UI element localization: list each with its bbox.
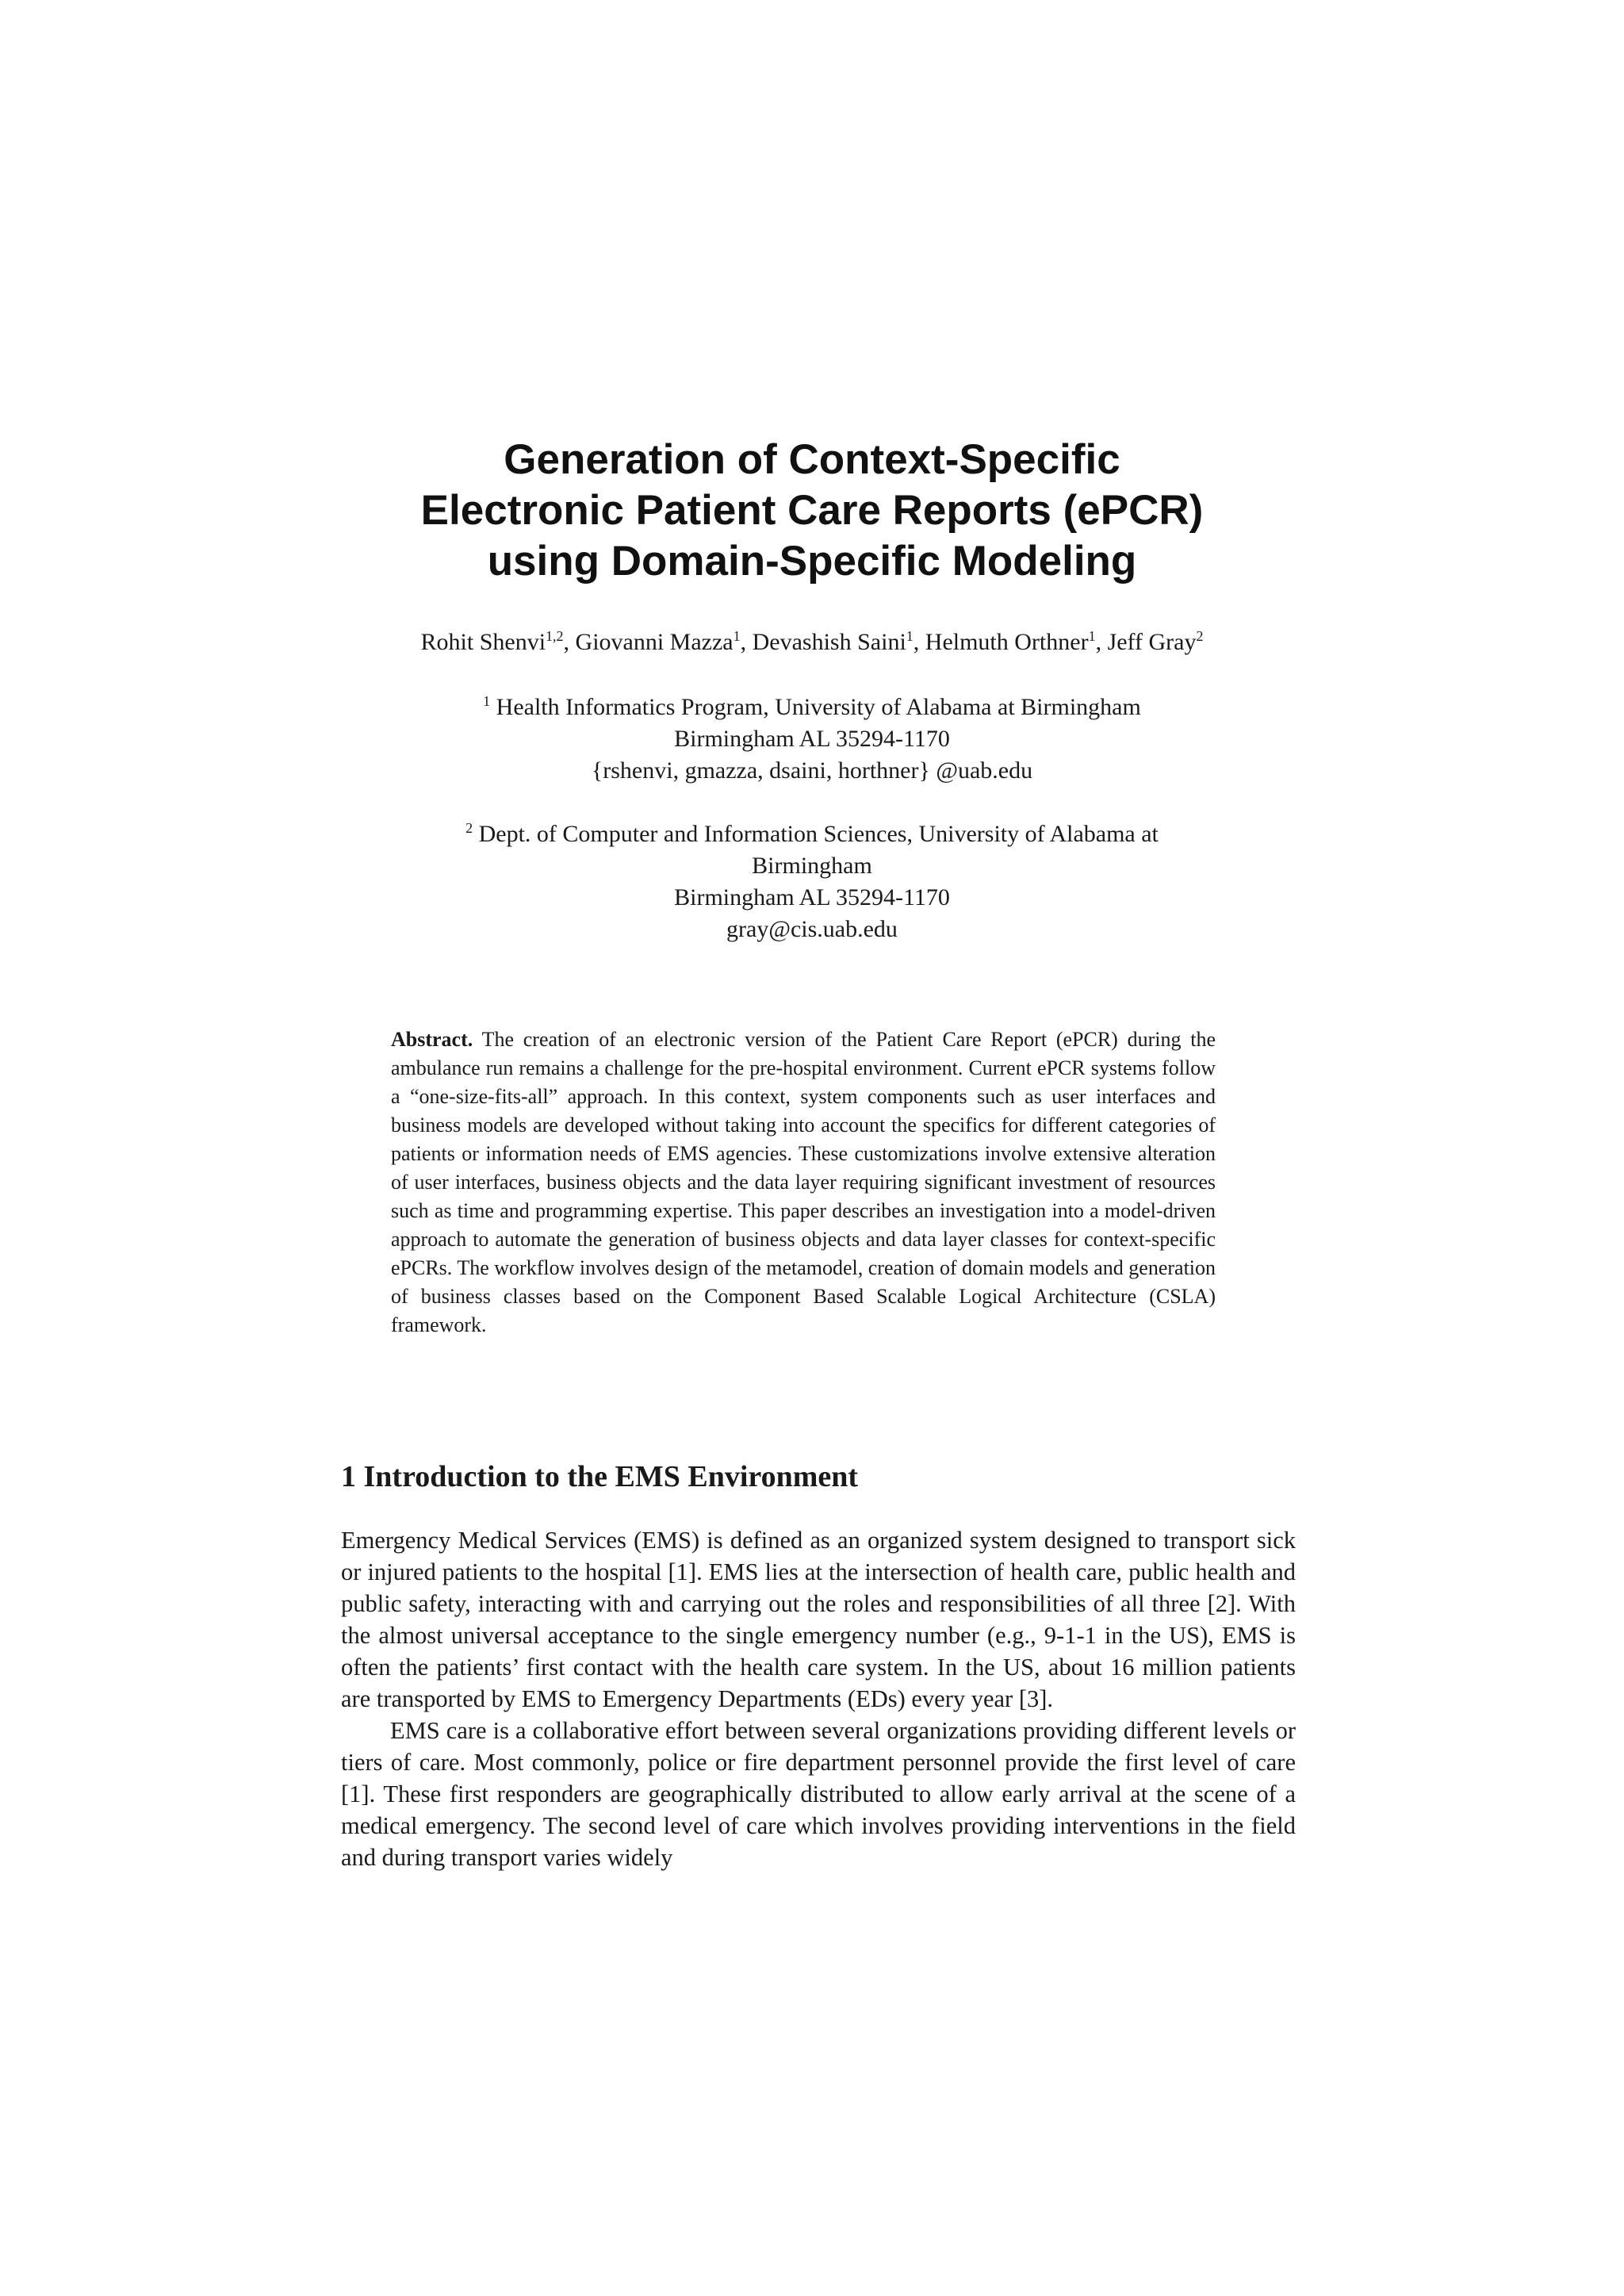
title-line-2: Electronic Patient Care Reports (ePCR) — [420, 487, 1204, 534]
title-line-1: Generation of Context-Specific — [504, 436, 1120, 483]
affiliation-2 — [0, 818, 1624, 945]
affiliation-line: Health Informatics Program, University of Alabama at Birmingham — [496, 694, 1141, 720]
author-affiliation-mark: 1 — [906, 628, 914, 644]
paper-title — [0, 435, 1624, 587]
author-name: Giovanni Mazza — [575, 629, 733, 655]
section-body — [341, 1524, 1296, 1873]
affiliation-line: Birmingham AL 35294-1170 — [674, 884, 950, 910]
section-title: Introduction to the EMS Environment — [363, 1460, 859, 1493]
title-line-3: using Domain-Specific Modeling — [487, 538, 1137, 585]
author-list: Rohit Shenvi$^{1,2}$, Giovanni Mazza$^1$, Devashish Saini$^1$, Helmuth Orthner$^1$, Jeff Gray$^2$ — [420, 628, 1204, 655]
author-affiliation-mark: 1 — [1088, 628, 1096, 644]
body-paragraph: EMS care is a collaborative effort between several organizations providing different levels or tiers of care. Most commonly, police or fire department personnel provide the first level of care [1]. These first responders are geographically distributed to allow early arrival at the scene of a medical emergency. The second level of care which involves providing interventions in the field and during transport varies widely — [341, 1717, 1296, 1871]
author-name: Helmuth Orthner — [925, 629, 1089, 655]
affiliation-email: gray@cis.uab.edu — [726, 916, 898, 942]
section-heading — [341, 1458, 858, 1496]
body-paragraph: Emergency Medical Services (EMS) is defined as an organized system designed to transport sick or injured patients to the hospital [1]. EMS lies at the intersection of health care, public health and public safety, interacting with and carrying out the roles and responsibilities of all three [2]. With the almost universal acceptance to the single emergency number (e.g., 9-1-1 in the US), EMS is often the patients’ first contact with the health care system. In the US, about 16 million patients are transported by EMS to Emergency Departments (EDs) every year [3]. — [341, 1527, 1296, 1712]
abstract-text: The creation of an electronic version of the Patient Care Report (ePCR) during the ambulance run remains a challenge for the pre-hospital environment. Current ePCR systems follow a “one-size-fits-all” approach. In this context, system components such as user interfaces and business models are developed without taking into account the specifics for different categories of patients or information needs of EMS agencies. These customizations involve extensive alteration of user interfaces, business objects and the data layer requiring significant investment of resources such as time and programming expertise. This paper describes an investigation into a model-driven approach to automate the generation of business objects and data layer classes for context-specific ePCRs. The workflow involves design of the metamodel, creation of domain models and generation of business classes based on the Component Based Scalable Logical Architecture (CSLA) framework. — [391, 1028, 1216, 1336]
author-name: Rohit Shenvi — [420, 629, 546, 655]
author-name: Devashish Saini — [752, 629, 906, 655]
affiliation-line: Dept. of Computer and Information Sciences, University of Alabama at — [478, 821, 1159, 847]
affiliation-1 — [0, 692, 1624, 787]
affiliation-mark: 1 — [483, 693, 491, 709]
author-affiliation-mark: 1,2 — [546, 628, 564, 644]
affiliation-line: Birmingham AL 35294-1170 — [674, 726, 950, 752]
affiliation-mark: 2 — [465, 820, 473, 836]
affiliation-line: Birmingham — [752, 853, 872, 879]
affiliation-email: {rshenvi, gmazza, dsaini, horthner} @uab.edu — [591, 757, 1033, 784]
author-affiliation-mark: 1 — [733, 628, 741, 644]
abstract — [391, 1025, 1216, 1340]
section-number: 1 — [341, 1460, 356, 1493]
author-affiliation-mark: 2 — [1196, 628, 1204, 644]
abstract-label: Abstract. — [391, 1028, 473, 1051]
author-name: Jeff Gray — [1107, 629, 1197, 655]
